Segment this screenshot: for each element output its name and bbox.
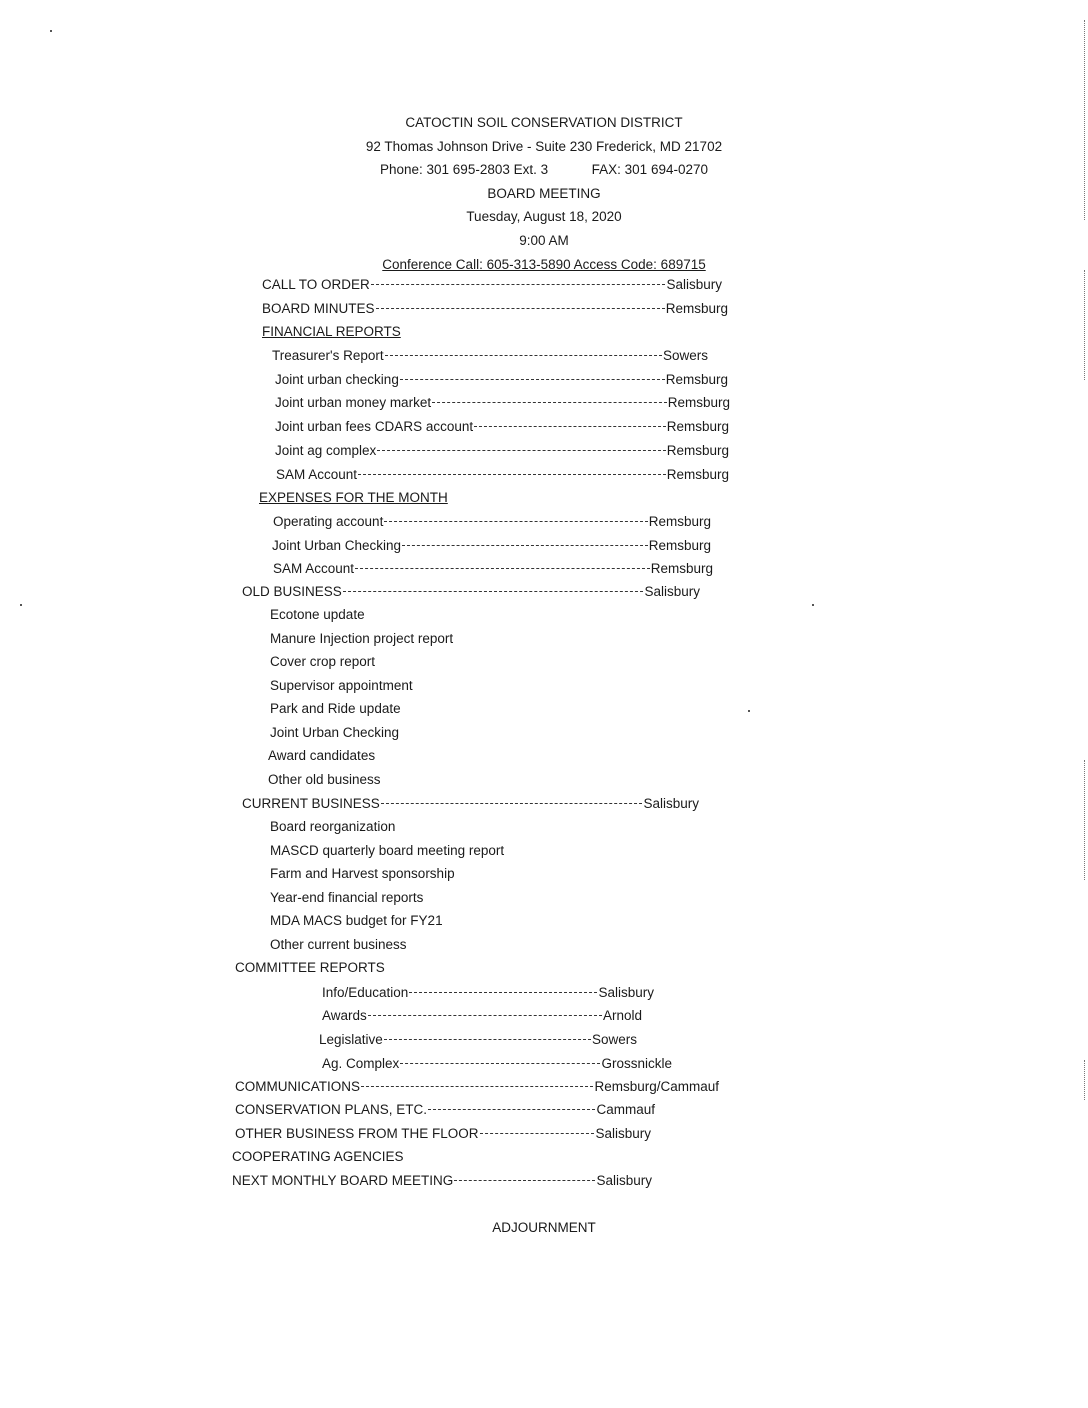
agenda-item-label: BOARD MINUTES [262, 301, 375, 316]
section-heading-committee-reports: COMMITTEE REPORTS [235, 960, 385, 975]
agenda-subitem [275, 417, 729, 437]
meeting-title: BOARD MEETING [487, 185, 601, 201]
list-item: Supervisor appointment [270, 678, 413, 693]
presenter: Sowers [591, 1032, 637, 1047]
presenter: Grossnickle [601, 1056, 672, 1071]
agenda-subitem [322, 1054, 672, 1074]
agenda-item-label: Operating account [273, 514, 384, 529]
agenda-item-label: Joint ag complex [275, 443, 377, 458]
leader-line [381, 803, 643, 804]
letterhead [0, 111, 1088, 276]
agenda-item-label: Info/Education [322, 985, 409, 1000]
conference-call: Conference Call: 605-313-5890 Access Code: 689715 [382, 256, 706, 272]
leader-line [385, 355, 662, 356]
agenda-item-label: Treasurer's Report [272, 348, 384, 363]
leader-line [400, 1063, 600, 1064]
agenda-item-conservation-plans [235, 1100, 655, 1120]
agenda-item-label: SAM Account [273, 561, 355, 576]
list-item: Board reorganization [270, 819, 396, 834]
presenter: Remsburg [650, 561, 713, 576]
agenda-subitem [272, 536, 711, 556]
presenter: Remsburg [648, 514, 711, 529]
agenda-subitem [319, 1030, 637, 1050]
presenter: Remsburg [665, 301, 728, 316]
agenda-item-cooperating-agencies: COOPERATING AGENCIES [232, 1149, 404, 1164]
leader-line [432, 402, 667, 403]
section-heading-expenses: EXPENSES FOR THE MONTH [259, 490, 448, 505]
scan-speck [50, 30, 52, 32]
agenda-item-label: Joint urban fees CDARS account [275, 419, 474, 434]
presenter: Remsburg [666, 467, 729, 482]
list-item: Cover crop report [270, 654, 376, 669]
presenter: Remsburg [666, 443, 729, 458]
agenda-subitem [322, 983, 654, 1003]
agenda-item-call-to-order [262, 275, 722, 295]
list-item: Year-end financial reports [270, 890, 424, 905]
presenter: Cammauf [596, 1102, 655, 1117]
agenda-item-label: NEXT MONTHLY BOARD MEETING [232, 1173, 454, 1188]
presenter: Remsburg [666, 419, 729, 434]
leader-line [480, 1133, 595, 1134]
agenda-item-label: SAM Account [276, 467, 358, 482]
presenter: Remsburg [667, 395, 730, 410]
agenda-item-label: Joint urban checking [275, 372, 399, 387]
org-name: CATOCTIN SOIL CONSERVATION DISTRICT [405, 115, 683, 130]
agenda-item-label: Legislative [319, 1032, 383, 1047]
list-item: Ecotone update [270, 607, 365, 622]
leader-line [454, 1180, 595, 1181]
presenter: Salisbury [643, 796, 699, 811]
scan-speck [812, 604, 814, 606]
contact-line [0, 158, 1088, 182]
agenda-subitem [275, 370, 728, 390]
scan-edge-mark [1084, 270, 1086, 380]
agenda-item-old-business [242, 582, 700, 602]
agenda-item-board-minutes [262, 299, 728, 319]
agenda-item-label: COMMUNICATIONS [235, 1079, 360, 1094]
scan-edge-mark [1084, 760, 1086, 880]
agenda-subitem [273, 512, 711, 532]
agenda-item-other-business [235, 1124, 651, 1144]
agenda-item-label: Awards [322, 1008, 367, 1023]
fax: FAX: 301 694-0270 [591, 162, 708, 178]
list-item: Award candidates [268, 748, 376, 763]
agenda-item-label: CONSERVATION PLANS, ETC. [235, 1102, 428, 1117]
leader-line [384, 521, 647, 522]
agenda-item-current-business [242, 794, 699, 814]
presenter: Salisbury [595, 1126, 651, 1141]
agenda-subitem [275, 393, 730, 413]
address: 92 Thomas Johnson Drive - Suite 230 Frederick, MD 21702 [365, 138, 723, 154]
leader-line [371, 284, 666, 285]
presenter: Salisbury [596, 1173, 652, 1188]
agenda-subitem [322, 1006, 642, 1026]
agenda-item-label: CURRENT BUSINESS [242, 796, 380, 811]
meeting-time: 9:00 AM [519, 232, 569, 248]
agenda-item-next-meeting [232, 1171, 652, 1191]
leader-line [402, 545, 648, 546]
scan-speck [748, 710, 750, 712]
presenter: Remsburg/Cammauf [594, 1079, 719, 1094]
section-heading-financial-reports: FINANCIAL REPORTS [262, 324, 401, 339]
list-item: Farm and Harvest sponsorship [270, 866, 455, 881]
agenda-subitem [273, 559, 713, 579]
agenda-item-label: OLD BUSINESS [242, 584, 342, 599]
adjournment: ADJOURNMENT [492, 1220, 596, 1235]
scan-edge-mark [1084, 1060, 1086, 1100]
list-item: MASCD quarterly board meeting report [270, 843, 505, 858]
leader-line [377, 450, 665, 451]
leader-line [355, 568, 650, 569]
presenter: Arnold [602, 1008, 642, 1023]
list-item: Other current business [270, 937, 407, 952]
agenda-item-label: OTHER BUSINESS FROM THE FLOOR [235, 1126, 479, 1141]
agenda-subitem [275, 441, 729, 461]
presenter: Sowers [662, 348, 708, 363]
meeting-date: Tuesday, August 18, 2020 [466, 209, 622, 225]
leader-line [409, 992, 597, 993]
list-item: Manure Injection project report [270, 631, 454, 646]
presenter: Salisbury [666, 277, 722, 292]
leader-line [361, 1086, 593, 1087]
leader-line [343, 591, 644, 592]
agenda-item-label: Joint urban money market [275, 395, 432, 410]
leader-line [400, 379, 665, 380]
leader-line [428, 1109, 595, 1110]
agenda-item-label: Ag. Complex [322, 1056, 400, 1071]
agenda-subitem [276, 465, 729, 485]
leader-line [368, 1015, 602, 1016]
presenter: Remsburg [648, 538, 711, 553]
scan-edge-mark [1084, 20, 1086, 220]
presenter: Salisbury [644, 584, 700, 599]
agenda-item-label: CALL TO ORDER [262, 277, 370, 292]
agenda-subitem [272, 346, 708, 366]
presenter: Salisbury [598, 985, 654, 1000]
leader-line [384, 1039, 591, 1040]
agenda-item-communications [235, 1077, 719, 1097]
list-item: MDA MACS budget for FY21 [270, 913, 443, 928]
phone: Phone: 301 695-2803 Ext. 3 [379, 162, 549, 178]
agenda-item-label: Joint Urban Checking [272, 538, 402, 553]
list-item: Park and Ride update [270, 701, 401, 716]
leader-line [358, 474, 666, 475]
list-item: Other old business [268, 772, 381, 787]
leader-line [474, 426, 666, 427]
scan-speck [20, 604, 22, 606]
leader-line [376, 308, 665, 309]
list-item: Joint Urban Checking [270, 725, 400, 740]
presenter: Remsburg [665, 372, 728, 387]
